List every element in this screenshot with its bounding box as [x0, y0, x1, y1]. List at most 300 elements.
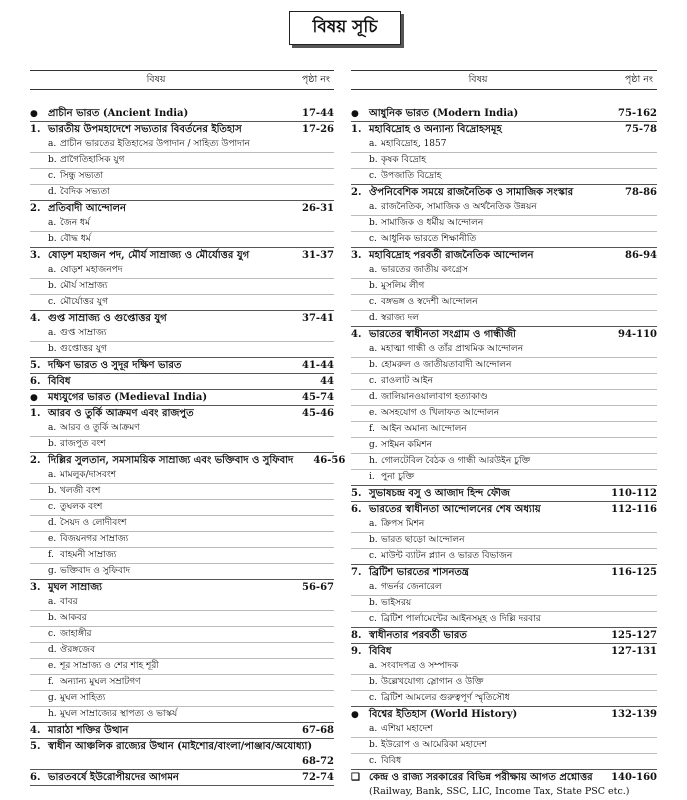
- entry-title: দক্ষিণ ভারত ও সুদূর দক্ষিণ ভারত: [48, 360, 182, 371]
- sub-entry-title: অসহযোগ ও খিলাফত আন্দোলন: [381, 408, 500, 418]
- sub-entry-title: সাইমন কমিশন: [381, 440, 433, 450]
- sub-entry-letter: b.: [48, 344, 57, 354]
- entry-pages: 46-56: [313, 455, 346, 466]
- toc-entry-line: [351, 185, 657, 200]
- entry-title: ঔপনিবেশিক সময়ে রাজনৈতিক ও সামাজিক সংস্কার: [369, 187, 574, 198]
- entry-title: দিল্লির সুলতান, সমসাময়িক সাম্রাজ্য এবং ভক্তিবাদ ও সুফিবাদ: [48, 455, 294, 466]
- entry-title: বিশ্বের ইতিহাস (World History): [369, 709, 518, 720]
- sub-entry-title: তুঘলক বংশ: [60, 502, 103, 512]
- entry-number: 9.: [351, 646, 362, 657]
- toc-entry-line: [30, 770, 334, 785]
- sub-entry-title: সামাজিক ও ধর্মীয় আন্দোলন: [381, 218, 484, 228]
- checkbox-icon: ❑: [351, 772, 360, 783]
- entry-number: 1.: [351, 124, 362, 135]
- toc-entry: [30, 770, 334, 786]
- sub-entry-letter: c.: [369, 234, 377, 244]
- sub-entry-letter: a.: [369, 661, 378, 671]
- entry-number: 1.: [30, 408, 41, 419]
- sub-entry-title: বিজয়নগর সাম্রাজ্য: [60, 534, 129, 544]
- sub-entry: [30, 279, 334, 295]
- sub-entry-title: উপজাতি বিদ্রোহ: [381, 171, 442, 181]
- toc-entry-line: [351, 502, 657, 517]
- toc-entry: [351, 106, 657, 122]
- sub-entry: [351, 722, 657, 738]
- toc-entry-line: [30, 406, 334, 421]
- sub-entry-letter: b.: [48, 486, 57, 496]
- sub-entry: [351, 342, 657, 358]
- sub-entry-title: রাজনৈতিক, সামাজিক ও অর্থনৈতিক উন্নয়ন: [381, 202, 537, 212]
- sub-entry: [30, 611, 334, 627]
- sub-entry: [30, 627, 334, 643]
- toc-entry: [30, 358, 334, 374]
- sub-entry-letter: c.: [369, 614, 377, 624]
- sub-entry-title: ইউরোপ ও আমেরিকা মহাদেশ: [381, 740, 487, 750]
- sub-entry-letter: d.: [48, 645, 57, 655]
- sub-entry-letter: a.: [369, 139, 378, 149]
- sub-entry: [351, 675, 657, 691]
- sub-entry-letter: f.: [369, 424, 375, 434]
- sub-entry: [30, 516, 334, 532]
- sub-entry: [351, 470, 657, 485]
- entry-title: ভারতের স্বাধীনতা আন্দোলনের শেষ অধ্যায়: [369, 504, 541, 515]
- bullet-icon: ●: [351, 710, 359, 720]
- toc-entry: [351, 327, 657, 486]
- sub-entry-title: মহাবিদ্রোহ, 1857: [381, 139, 447, 149]
- sub-entry: [30, 421, 334, 437]
- entry-number: 6.: [30, 376, 41, 387]
- sub-entry-title: মুসলিম লীগ: [381, 281, 425, 291]
- sub-entry-title: মহাত্মা গান্ধী ও তাঁর প্রাথমিক আন্দোলন: [381, 344, 524, 354]
- sub-entry: [30, 169, 334, 185]
- sub-entry: [30, 185, 334, 200]
- sub-entry-letter: a.: [48, 265, 57, 275]
- sub-entry-title: রাওলাট আইন: [381, 376, 433, 386]
- sub-entry-letter: a.: [48, 597, 57, 607]
- sub-entry: [351, 549, 657, 564]
- sub-entry: [351, 137, 657, 153]
- sub-entry-title: জালিয়ানওয়ালাবাগ হত্যাকাণ্ড: [381, 392, 488, 402]
- entry-title: ষোড়শ মহাজন পদ, মৌর্য সাম্রাজ্য ও মৌর্যোত্তর যুগ: [48, 250, 250, 261]
- sub-entry-letter: c.: [48, 502, 56, 512]
- sub-entry-title: রাজপুত বংশ: [60, 439, 106, 449]
- sub-entry-title: বৌদ্ধ ধর্ম: [60, 234, 91, 244]
- entry-number: 2.: [30, 455, 41, 466]
- toc-entry-line: [351, 248, 657, 263]
- sub-entry-title: স্বরাজ্য দল: [381, 313, 419, 323]
- sub-entry-title: গুপ্তোত্তর যুগ: [60, 344, 107, 354]
- entry-pages: 41-44: [302, 360, 334, 371]
- sub-entry-letter: g.: [369, 440, 378, 450]
- toc-entry: [30, 201, 334, 248]
- sub-entry-letter: a.: [48, 328, 57, 338]
- sub-entry: [30, 675, 334, 691]
- sub-entry-letter: e.: [369, 408, 378, 418]
- entry-number: 2.: [30, 203, 41, 214]
- toc-entry-line: [30, 311, 334, 326]
- entry-pages: 125-127: [611, 630, 657, 641]
- sub-entry: [30, 342, 334, 357]
- sub-entry-letter: a.: [369, 265, 378, 275]
- sub-entry-title: গোলটেবিল বৈঠক ও গান্ধী আরউইন চুক্তি: [381, 456, 531, 466]
- sub-entry: [351, 232, 657, 247]
- sub-entry-title: গুপ্ত সাম্রাজ্য: [60, 328, 107, 338]
- sub-entry-title: জাহাঙ্গীর: [60, 629, 92, 639]
- sub-entry-title: মৌর্য সাম্রাজ্য: [60, 281, 108, 291]
- toc-entry: [30, 580, 334, 723]
- toc-entry-line: [30, 723, 334, 738]
- exam-questions-note: [351, 770, 657, 799]
- sub-entry: [30, 295, 334, 310]
- sub-entry: [351, 263, 657, 279]
- sub-entry: [30, 659, 334, 675]
- entry-number: 8.: [351, 630, 362, 641]
- entry-number: 3.: [30, 582, 41, 593]
- sub-entry-letter: b.: [48, 155, 57, 165]
- sub-entry-letter: b.: [369, 360, 378, 370]
- sub-entry-title: কৃষক বিদ্রোহ: [381, 155, 426, 165]
- sub-entry-letter: c.: [48, 629, 56, 639]
- entry-number: 7.: [351, 567, 362, 578]
- entry-pages: 26-31: [302, 203, 334, 214]
- sub-entry-title: ষোড়শ মহাজনপদ: [60, 265, 123, 275]
- sub-entry-title: মুঘল সাম্রাজ্যের স্থাপত্য ও ভাস্কর্য: [60, 709, 178, 719]
- sub-entry: [30, 232, 334, 247]
- sub-entry-letter: c.: [369, 376, 377, 386]
- sub-entry-letter: b.: [48, 234, 57, 244]
- toc-right-column: [351, 70, 657, 799]
- entry-pages: 17-44: [302, 108, 334, 119]
- sub-entry-letter: b.: [369, 598, 378, 608]
- sub-entry: [351, 216, 657, 232]
- sub-entry-title: গভর্নর জেনারেল: [381, 582, 442, 592]
- entry-title: আরব ও তুর্কি আক্রমণ এবং রাজপুত: [48, 408, 194, 419]
- sub-entry: [30, 548, 334, 564]
- sub-entry: [351, 533, 657, 549]
- entry-title: বিবিধ: [369, 646, 392, 657]
- sub-entry: [351, 311, 657, 326]
- toc-entry-line: [351, 122, 657, 137]
- sub-entry-title: মাউন্ট ব্যাটন প্ল্যান ও ভারত বিভাজন: [381, 551, 513, 561]
- entry-title: ভারতের স্বাধীনতা সংগ্রাম ও গান্ধীজী: [369, 329, 516, 340]
- sub-entry: [351, 596, 657, 612]
- sub-entry-title: ব্রিটিশ আমলের গুরুত্বপূর্ণ স্মৃতিসৌধ: [381, 693, 510, 703]
- entry-title: মহাবিদ্রোহ ও অন্যান্য বিদ্রোহসমূহ: [369, 124, 502, 135]
- sub-entry-title: প্রাগৈতিহাসিক যুগ: [60, 155, 125, 165]
- sub-entry-letter: f.: [48, 550, 54, 560]
- entry-pages: 116-125: [611, 567, 657, 578]
- note-line: [351, 770, 657, 785]
- toc-entry-line: [351, 327, 657, 342]
- entry-pages: 17-26: [302, 124, 334, 135]
- sub-entry-title: আকবর: [60, 613, 87, 623]
- entry-title: সুভাষচন্দ্র বসু ও আজাদ হিন্দ ফৌজ: [369, 488, 510, 499]
- sub-entry-title: অন্যান্য মুঘল সম্রাটগণ: [60, 677, 141, 687]
- sub-entry: [30, 326, 334, 342]
- sub-entry-title: বৈদিক সভ্যতা: [60, 187, 110, 197]
- entry-pages: 31-37: [302, 250, 334, 261]
- sub-entry: [351, 691, 657, 706]
- sub-entry-letter: c.: [48, 171, 56, 181]
- sub-entry: [30, 137, 334, 153]
- entry-title: গুপ্ত সাম্রাজ্য ও গুপ্তোত্তর যুগ: [48, 313, 167, 324]
- bullet-icon: ●: [30, 393, 38, 403]
- sub-entry-letter: a.: [369, 519, 378, 529]
- sub-entry-letter: b.: [369, 155, 378, 165]
- sub-entry: [351, 295, 657, 311]
- sub-entry-title: উল্লেখযোগ্য স্লোগান ও উক্তি: [381, 677, 484, 687]
- entry-number: 4.: [30, 725, 41, 736]
- entry-title: ভারতীয় উপমহাদেশে সভ্যতার বিবর্তনের ইতিহাস: [48, 124, 242, 135]
- entry-number: 6.: [351, 504, 362, 515]
- sub-entry: [351, 438, 657, 454]
- sub-entry-letter: b.: [369, 677, 378, 687]
- entry-pages: 86-94: [625, 250, 657, 261]
- entry-title: স্বাধীন আঞ্চলিক রাজ্যের উত্থান (মাইশোর/বাংলা/পাঞ্জাব/অযোধ্যা): [48, 741, 313, 752]
- sub-entry-letter: b.: [369, 281, 378, 291]
- bullet-icon: ●: [351, 109, 359, 119]
- entry-title: প্রাচীন ভারত (Ancient India): [48, 108, 189, 119]
- entry-pages: 45-46: [302, 408, 334, 419]
- toc-entry: [30, 739, 334, 770]
- sub-entry: [30, 216, 334, 232]
- sub-entry-title: বাহমনী সাম্রাজ্য: [60, 550, 117, 560]
- sub-entry-title: আরব ও তুর্কি আক্রমণ: [60, 423, 140, 433]
- sub-entry: [30, 500, 334, 516]
- toc-entry-line: [351, 486, 657, 501]
- sub-entry-letter: b.: [48, 439, 57, 449]
- entry-pages: 75-78: [625, 124, 657, 135]
- entry-title: ভারতবর্ষে ইউরোপীয়দের আগমন: [48, 772, 179, 783]
- entry-number: 5.: [30, 741, 41, 752]
- sub-entry: [351, 390, 657, 406]
- toc-entry: [351, 707, 657, 770]
- note-pages: 140-160: [611, 772, 657, 783]
- column-header: [351, 71, 657, 90]
- entry-number: 5.: [351, 488, 362, 499]
- page-header: পৃষ্ঠা নং: [624, 74, 653, 85]
- entry-number: 2.: [351, 187, 362, 198]
- entry-title: প্রতিবাদী আন্দোলন: [48, 203, 126, 214]
- toc-entry-line: [30, 453, 346, 468]
- entry-title: স্বাধীনতার পরবর্তী ভারত: [369, 630, 467, 641]
- toc-entry: [351, 565, 657, 628]
- sub-entry: [30, 564, 334, 579]
- sub-entry: [351, 374, 657, 390]
- sub-entry-title: পুনা চুক্তি: [381, 472, 415, 482]
- sub-entry-title: ঔরঙ্গজেব: [60, 645, 95, 655]
- sub-entry: [351, 738, 657, 754]
- column-header: [30, 71, 334, 90]
- sub-entry-letter: b.: [369, 218, 378, 228]
- entry-pages: 45-74: [302, 392, 334, 403]
- sub-entry: [351, 169, 657, 184]
- sub-entry-letter: h.: [369, 456, 378, 466]
- toc-entry: [30, 390, 334, 406]
- sub-entry-letter: e.: [48, 661, 57, 671]
- sub-entry: [30, 532, 334, 548]
- sub-entry: [351, 517, 657, 533]
- entry-pages: 72-74: [302, 772, 334, 783]
- sub-entry: [30, 263, 334, 279]
- toc-entry-line: [30, 374, 334, 389]
- sub-entry-letter: g.: [48, 693, 57, 703]
- toc-entry: [351, 122, 657, 185]
- sub-entry-title: আইন অমান্য আন্দোলন: [381, 424, 467, 434]
- entry-number: 4.: [351, 329, 362, 340]
- note-subtitle: (Railway, Bank, SSC, LIC, Income Tax, State PSC etc.): [369, 786, 630, 797]
- toc-entry: [351, 248, 657, 327]
- sub-entry-letter: a.: [369, 582, 378, 592]
- sub-entry-letter: a.: [369, 202, 378, 212]
- sub-entry-letter: a.: [369, 724, 378, 734]
- entry-number: 3.: [351, 250, 362, 261]
- toc-entry: [351, 502, 657, 565]
- entry-number: 3.: [30, 250, 41, 261]
- sub-entry-letter: c.: [369, 551, 377, 561]
- page-title-text: বিষয় সূচি: [312, 17, 378, 37]
- sub-entry-letter: h.: [48, 709, 57, 719]
- toc-entry: [351, 644, 657, 707]
- note-title: কেন্দ্র ও রাজ্য সরকারের বিভিন্ন পরীক্ষায় আগত প্রশ্নোত্তর: [369, 772, 593, 783]
- sub-entry-letter: b.: [369, 535, 378, 545]
- sub-entry: [30, 153, 334, 169]
- toc-entry: [30, 122, 334, 201]
- toc-entry-line: [351, 707, 657, 722]
- entry-pages: 56-67: [302, 582, 334, 593]
- toc-entry: [30, 453, 346, 580]
- sub-entry-letter: c.: [369, 756, 377, 766]
- page-header: পৃষ্ঠা নং: [301, 74, 330, 85]
- entry-pages: 68-72: [302, 756, 334, 767]
- sub-entry: [30, 643, 334, 659]
- entry-title: মধ্যযুগের ভারত (Medieval India): [48, 392, 208, 403]
- entry-title: মারাঠা শক্তির উত্থান: [48, 725, 129, 736]
- sub-entry-letter: a.: [48, 470, 57, 480]
- toc-left-column: [30, 70, 346, 786]
- sub-entry-letter: e.: [48, 534, 57, 544]
- toc-entry-line: [30, 201, 334, 216]
- sub-entry: [351, 580, 657, 596]
- toc-entry-line: [351, 565, 657, 580]
- sub-entry-title: ভাইসরয়: [381, 598, 412, 608]
- sub-entry-letter: d.: [48, 518, 57, 528]
- sub-entry-letter: a.: [48, 218, 57, 228]
- sub-entry: [351, 659, 657, 675]
- sub-entry: [351, 200, 657, 216]
- entry-title: বিবিধ: [48, 376, 71, 387]
- sub-entry: [30, 691, 334, 707]
- toc-entry-line: [351, 644, 657, 659]
- sub-entry-title: ব্রিটিশ পার্লামেন্টের আইনসমূহ ও দিল্লি দরবার: [381, 614, 541, 624]
- toc-entry-line: [30, 580, 334, 595]
- sub-entry-letter: d.: [48, 187, 57, 197]
- toc-entry-line: [351, 106, 657, 121]
- subject-header: বিষয়: [146, 74, 166, 85]
- sub-entry-letter: a.: [48, 423, 57, 433]
- spacer: [30, 90, 334, 106]
- bullet-icon: ●: [30, 109, 38, 119]
- sub-entry-title: জৈন ধর্ম: [60, 218, 90, 228]
- sub-entry-letter: c.: [369, 171, 377, 181]
- entry-number: 5.: [30, 360, 41, 371]
- sub-entry-title: প্রাচীন ভারতের ইতিহাসের উপাদান / সাহিত্য উপাদান: [60, 139, 250, 149]
- sub-entry-title: সংবাদপত্র ও সম্পাদক: [381, 661, 459, 671]
- sub-entry: [30, 595, 334, 611]
- sub-entry-letter: b.: [48, 281, 57, 291]
- sub-entry-title: মুঘল সাহিত্য: [60, 693, 106, 703]
- entry-pages: 78-86: [625, 187, 657, 198]
- toc-entry-line: [30, 390, 334, 405]
- toc-entry: [30, 248, 334, 311]
- sub-entry: [30, 484, 334, 500]
- toc-entry: [30, 106, 334, 122]
- sub-entry-title: ভক্তিবাদ ও সুফিবাদ: [60, 566, 131, 576]
- sub-entry-letter: a.: [369, 344, 378, 354]
- entry-number: 6.: [30, 772, 41, 783]
- toc-entry: [30, 311, 334, 358]
- sub-entry-title: সিন্ধু সভ্যতা: [60, 171, 104, 181]
- sub-entry-letter: c.: [369, 693, 377, 703]
- toc-entry: [30, 406, 334, 453]
- entry-pages: 37-41: [302, 313, 334, 324]
- entry-pages: 44: [320, 376, 334, 387]
- sub-entry-title: মামলুক/দাসবংশ: [60, 470, 117, 480]
- entry-pages: 75-162: [618, 108, 657, 119]
- toc-entry: [351, 185, 657, 248]
- sub-entry-title: শূর সাম্রাজ্য ও শের শাহ শূরী: [60, 661, 159, 671]
- sub-entry-title: ক্রিপস মিশন: [381, 519, 425, 529]
- sub-entry-title: আধুনিক ভারতে শিক্ষানীতি: [381, 234, 477, 244]
- sub-entry-letter: c.: [369, 297, 377, 307]
- sub-entry-letter: g.: [48, 566, 57, 576]
- page-title: [289, 11, 401, 45]
- sub-entry-title: খলজী বংশ: [60, 486, 101, 496]
- toc-entry: [351, 628, 657, 644]
- sub-entry-title: হোমরুল ও জাতীয়তাবাদী আন্দোলন: [381, 360, 512, 370]
- sub-entry-title: ভারতের জাতীয় কংগ্রেস: [381, 265, 469, 275]
- sub-entry: [30, 437, 334, 452]
- sub-entry: [351, 279, 657, 295]
- entry-title: আধুনিক ভারত (Modern India): [369, 108, 519, 119]
- sub-entry-letter: c.: [48, 297, 56, 307]
- entry-number: 4.: [30, 313, 41, 324]
- sub-entry: [351, 153, 657, 169]
- sub-entry-title: এশিয়া মহাদেশ: [381, 724, 433, 734]
- sub-entry: [351, 358, 657, 374]
- entry-number: 1.: [30, 124, 41, 135]
- sub-entry-title: মৌর্যোত্তর যুগ: [60, 297, 108, 307]
- sub-entry: [351, 454, 657, 470]
- sub-entry-letter: a.: [48, 139, 57, 149]
- entry-pages: 67-68: [302, 725, 334, 736]
- toc-entry-line: [30, 739, 334, 754]
- sub-entry: [351, 422, 657, 438]
- sub-entry-title: বাবর: [60, 597, 78, 607]
- sub-entry-letter: b.: [48, 613, 57, 623]
- entry-pages: 94-110: [618, 329, 657, 340]
- sub-entry: [30, 707, 334, 722]
- subject-header: বিষয়: [468, 74, 488, 85]
- entry-pages: 127-131: [611, 646, 657, 657]
- sub-entry-title: সৈয়দ ও লোদীবংশ: [60, 518, 127, 528]
- entry-pages: 132-139: [611, 709, 657, 720]
- sub-entry-letter: i.: [369, 472, 375, 482]
- entry-title: ব্রিটিশ ভারতের শাসনতন্ত্র: [369, 567, 469, 578]
- sub-entry-letter: b.: [369, 740, 378, 750]
- toc-entry: [30, 723, 334, 739]
- entry-title: মুঘল সাম্রাজ্য: [48, 582, 103, 593]
- sub-entry: [351, 612, 657, 627]
